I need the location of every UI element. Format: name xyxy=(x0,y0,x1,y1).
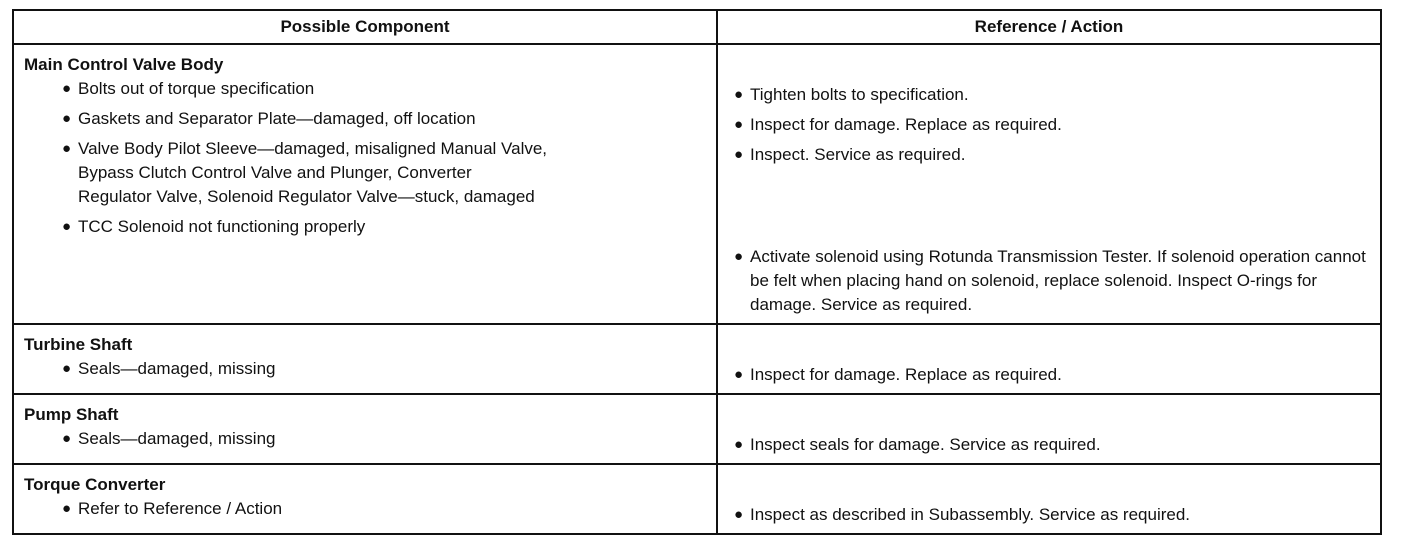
bullet-icon: ● xyxy=(734,248,744,265)
bullet-icon: ● xyxy=(62,218,72,235)
component-item xyxy=(24,215,716,239)
action-cell xyxy=(718,45,1380,323)
action-item xyxy=(734,503,1380,527)
section-torque-converter xyxy=(14,465,1380,533)
table-header xyxy=(14,11,1380,45)
component-cell xyxy=(14,325,718,393)
header-reference-action: Reference / Action xyxy=(974,17,1124,36)
bullet-icon: ● xyxy=(62,80,72,97)
section-title: Pump Shaft xyxy=(24,405,119,424)
action-text: Inspect. Service as required. xyxy=(750,145,966,164)
action-cell xyxy=(718,395,1380,463)
diagnosis-table xyxy=(12,9,1382,535)
component-text: Seals—damaged, missing xyxy=(78,429,276,448)
bullet-icon: ● xyxy=(734,116,744,133)
action-item xyxy=(734,433,1380,457)
action-text: Inspect for damage. Replace as required. xyxy=(750,115,1062,134)
bullet-icon: ● xyxy=(62,140,72,157)
bullet-icon: ● xyxy=(62,110,72,127)
bullet-icon: ● xyxy=(734,146,744,163)
component-text: Seals—damaged, missing xyxy=(78,359,276,378)
component-item xyxy=(24,137,716,209)
section-main-control-valve-body xyxy=(14,45,1380,325)
component-cell xyxy=(14,465,718,533)
component-text: Valve Body Pilot Sleeve—damaged, misaligned Manual Valve, Bypass Clutch Control Valve and Plunger, Converter Regulator Valve, Solenoid Regulator Valve—stuck, damaged xyxy=(78,139,548,206)
action-cell xyxy=(718,465,1380,533)
bullet-icon: ● xyxy=(734,366,744,383)
action-item xyxy=(734,113,1380,137)
bullet-icon: ● xyxy=(734,86,744,103)
action-item xyxy=(734,363,1380,387)
component-item xyxy=(24,497,716,521)
section-title: Main Control Valve Body xyxy=(24,55,224,74)
action-text: Inspect for damage. Replace as required. xyxy=(750,365,1062,384)
component-text: Bolts out of torque specification xyxy=(78,79,315,98)
component-text: Refer to Reference / Action xyxy=(78,499,283,518)
component-item xyxy=(24,427,716,451)
action-text: Tighten bolts to specification. xyxy=(750,85,969,104)
action-cell xyxy=(718,325,1380,393)
action-item xyxy=(734,143,1380,167)
component-item xyxy=(24,107,716,131)
component-cell xyxy=(14,395,718,463)
bullet-icon: ● xyxy=(734,506,744,523)
action-text: Inspect as described in Subassembly. Service as required. xyxy=(750,505,1191,524)
bullet-icon: ● xyxy=(734,436,744,453)
section-title: Turbine Shaft xyxy=(24,335,133,354)
section-title: Torque Converter xyxy=(24,475,166,494)
bullet-icon: ● xyxy=(62,500,72,517)
component-text: Gaskets and Separator Plate—damaged, off location xyxy=(78,109,476,128)
action-text: Activate solenoid using Rotunda Transmission Tester. If solenoid operation cannot be felt when placing hand on solenoid, replace solenoid. Inspect O-rings for damage. Service as required. xyxy=(750,247,1366,314)
component-cell xyxy=(14,45,718,323)
bullet-icon: ● xyxy=(62,360,72,377)
component-item xyxy=(24,77,716,101)
action-text: Inspect seals for damage. Service as required. xyxy=(750,435,1101,454)
section-turbine-shaft xyxy=(14,325,1380,395)
action-item xyxy=(734,245,1380,317)
header-possible-component: Possible Component xyxy=(14,11,718,43)
bullet-icon: ● xyxy=(62,430,72,447)
component-item xyxy=(24,357,716,381)
component-text: TCC Solenoid not functioning properly xyxy=(78,217,366,236)
section-pump-shaft xyxy=(14,395,1380,465)
action-item xyxy=(734,83,1380,107)
